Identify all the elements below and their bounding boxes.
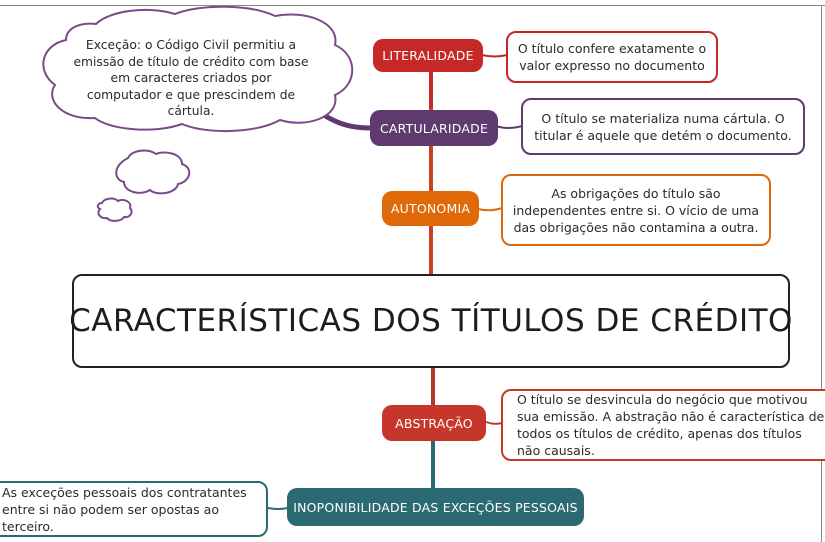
note-autonomia: As obrigações do título são independentes entre si. O vício de uma das obrigações não contamina a outra. xyxy=(501,174,771,246)
connector-autonomia-note xyxy=(478,208,502,210)
central-title: CARACTERÍSTICAS DOS TÍTULOS DE CRÉDITO xyxy=(72,274,790,368)
note-cartularidade: O título se materializa numa cártula. O titular é aquele que detém o documento. xyxy=(521,98,805,155)
connector-literalidade-note xyxy=(482,55,507,57)
connector-cartularidade-note xyxy=(496,126,522,128)
branch-abstracao: ABSTRAÇÃO xyxy=(382,405,486,441)
branch-autonomia: AUTONOMIA xyxy=(382,191,479,226)
note-inoponibilidade: As exceções pessoais dos contratantes entre si não podem ser opostas ao terceiro. xyxy=(0,481,268,537)
note-literalidade: O título confere exatamente o valor expresso no documento xyxy=(506,31,718,83)
callout-bubble-medium xyxy=(116,151,189,194)
callout-bubble-small xyxy=(98,199,132,221)
connector-callout xyxy=(322,114,370,128)
branch-literalidade: LITERALIDADE xyxy=(373,39,483,72)
connector-inoponibilidade-note xyxy=(268,508,288,509)
note-abstracao: O título se desvincula do negócio que motivou sua emissão. A abstração não é característica de todos os títulos de crédito, apenas dos títulos não causais. xyxy=(501,389,825,461)
callout-text: Exceção: o Código Civil permitiu a emissão de título de crédito com base em caracteres criados por computador e que prescindem de cártula. xyxy=(73,38,309,118)
branch-inoponibilidade: INOPONIBILIDADE DAS EXCEÇÕES PESSOAIS xyxy=(287,488,584,526)
connector-abstracao-note xyxy=(486,422,502,424)
branch-cartularidade: CARTULARIDADE xyxy=(370,110,498,146)
